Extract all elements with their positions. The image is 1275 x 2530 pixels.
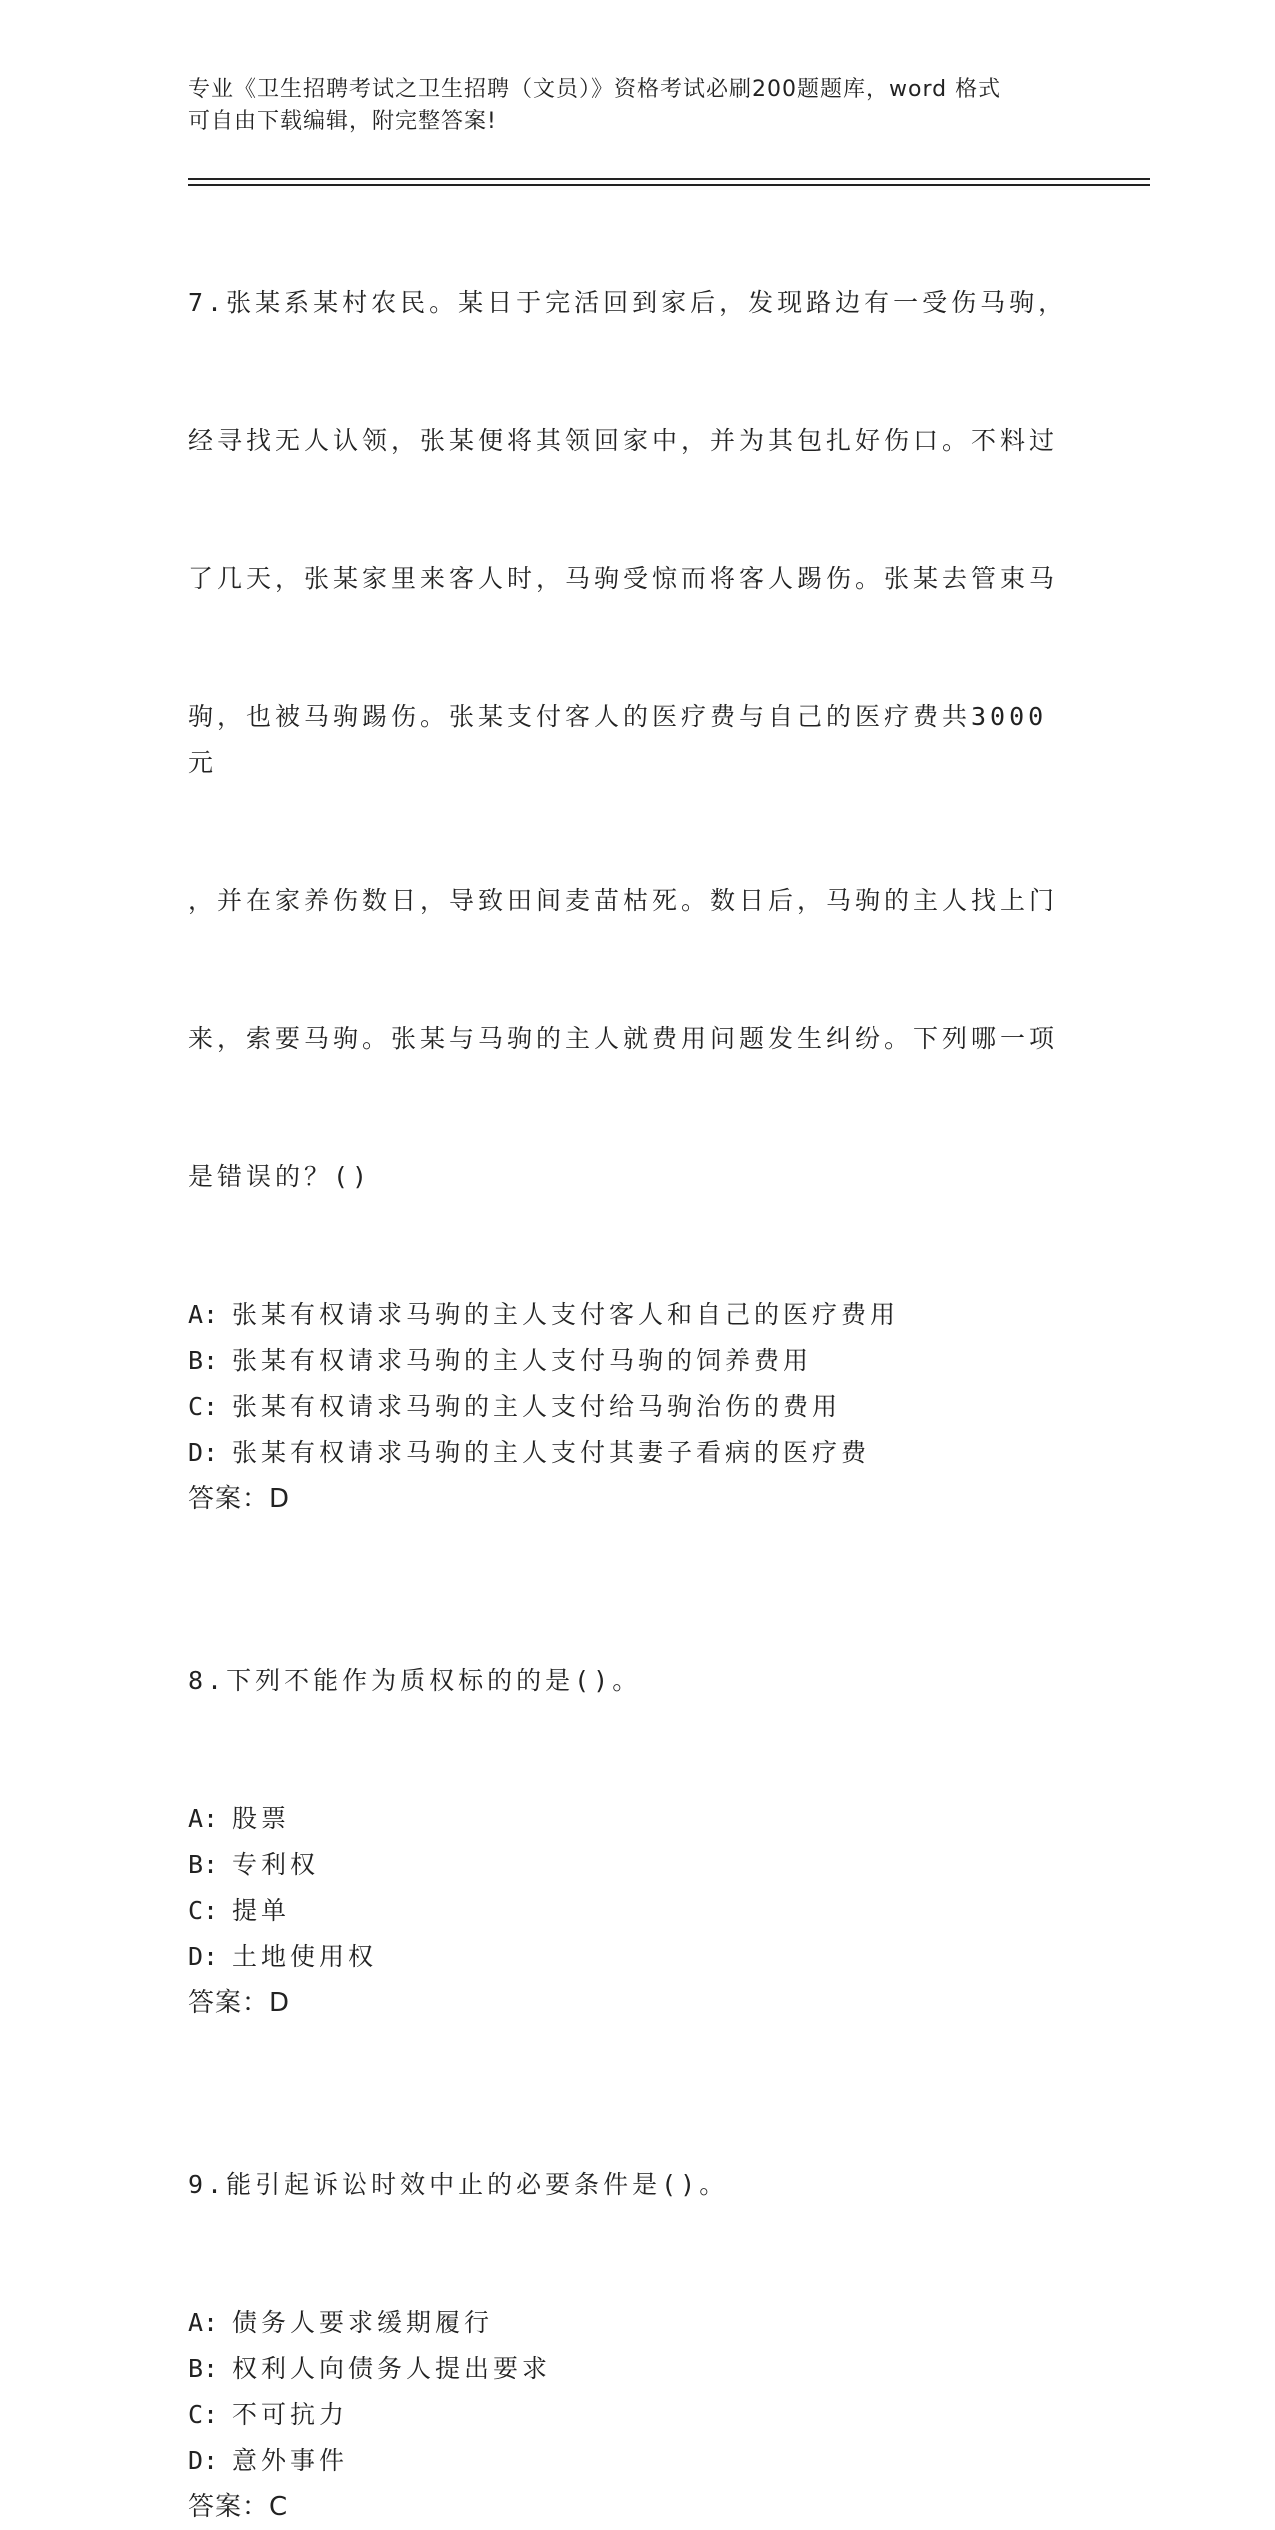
option-b	[188, 2346, 1088, 2392]
option-letter: A:	[188, 1300, 219, 1329]
stem-line: 经寻找无人认领，张某便将其领回家中，并为其包扎好伤口。不料过	[188, 426, 1059, 455]
option-b	[188, 1338, 1088, 1384]
option-a	[188, 1796, 1088, 1842]
option-a	[188, 2300, 1088, 2346]
option-letter: C:	[188, 2400, 219, 2429]
stem-line: ，并在家养伤数日，导致田间麦苗枯死。数日后，马驹的主人找上门	[188, 886, 1059, 915]
option-d	[188, 1430, 1088, 1476]
option-letter: D:	[188, 1438, 219, 1467]
question-8	[188, 1566, 1088, 2026]
option-text: 专利权	[232, 1850, 320, 1879]
stem-line: 驹，也被马驹踢伤。张某支付客人的医疗费与自己的医疗费共3000元	[188, 702, 1048, 777]
option-letter: D:	[188, 1942, 219, 1971]
option-letter: C:	[188, 1392, 219, 1421]
question-stem	[188, 2070, 1088, 2300]
option-d	[188, 1934, 1088, 1980]
option-text: 张某有权请求马驹的主人支付其妻子看病的医疗费	[232, 1438, 871, 1467]
header-divider-bottom	[188, 184, 1150, 186]
option-letter: B:	[188, 2354, 219, 2383]
option-d	[188, 2438, 1088, 2484]
option-text: 权利人向债务人提出要求	[232, 2354, 552, 2383]
stem-line: 了几天，张某家里来客人时，马驹受惊而将客人踢伤。张某去管束马	[188, 564, 1059, 593]
option-text: 不可抗力	[232, 2400, 349, 2429]
stem-line: 7.张某系某村农民。某日于完活回到家后，发现路边有一受伤马驹，	[188, 288, 1068, 317]
option-c	[188, 1888, 1088, 1934]
header-divider-top	[188, 178, 1150, 180]
option-c	[188, 1384, 1088, 1430]
option-letter: B:	[188, 1346, 219, 1375]
question-list	[188, 188, 1088, 2530]
option-letter: C:	[188, 1896, 219, 1925]
question-stem	[188, 188, 1088, 1292]
option-text: 张某有权请求马驹的主人支付客人和自己的医疗费用	[232, 1300, 900, 1329]
option-letter: A:	[188, 2308, 219, 2337]
answer-line: 答案：C	[188, 2492, 289, 2522]
question-7	[188, 188, 1088, 1522]
question-9	[188, 2070, 1088, 2530]
stem-line: 来，索要马驹。张某与马驹的主人就费用问题发生纠纷。下列哪一项	[188, 1024, 1059, 1053]
option-text: 提单	[232, 1896, 291, 1925]
stem-line: 8.下列不能作为质权标的的是()。	[188, 1666, 642, 1695]
option-text: 张某有权请求马驹的主人支付给马驹治伤的费用	[232, 1392, 842, 1421]
option-a	[188, 1292, 1088, 1338]
stem-line: 是错误的？()	[188, 1162, 372, 1191]
option-letter: D:	[188, 2446, 219, 2475]
stem-line: 9.能引起诉讼时效中止的必要条件是()。	[188, 2170, 729, 2199]
option-b	[188, 1842, 1088, 1888]
option-text: 意外事件	[232, 2446, 349, 2475]
answer-line: 答案：D	[188, 1484, 291, 1514]
option-letter: B:	[188, 1850, 219, 1879]
question-stem	[188, 1566, 1088, 1796]
option-text: 债务人要求缓期履行	[232, 2308, 494, 2337]
header-line-2: 可自由下载编辑，附完整答案!	[188, 109, 497, 134]
answer-line: 答案：D	[188, 1988, 291, 2018]
option-text: 土地使用权	[232, 1942, 378, 1971]
option-c	[188, 2392, 1088, 2438]
option-text: 张某有权请求马驹的主人支付马驹的饲养费用	[232, 1346, 813, 1375]
option-text: 股票	[232, 1804, 291, 1833]
header-line-1: 专业《卫生招聘考试之卫生招聘（文员）》资格考试必刷200题题库，word 格式	[188, 77, 1002, 102]
document-header	[188, 74, 1088, 138]
option-letter: A:	[188, 1804, 219, 1833]
